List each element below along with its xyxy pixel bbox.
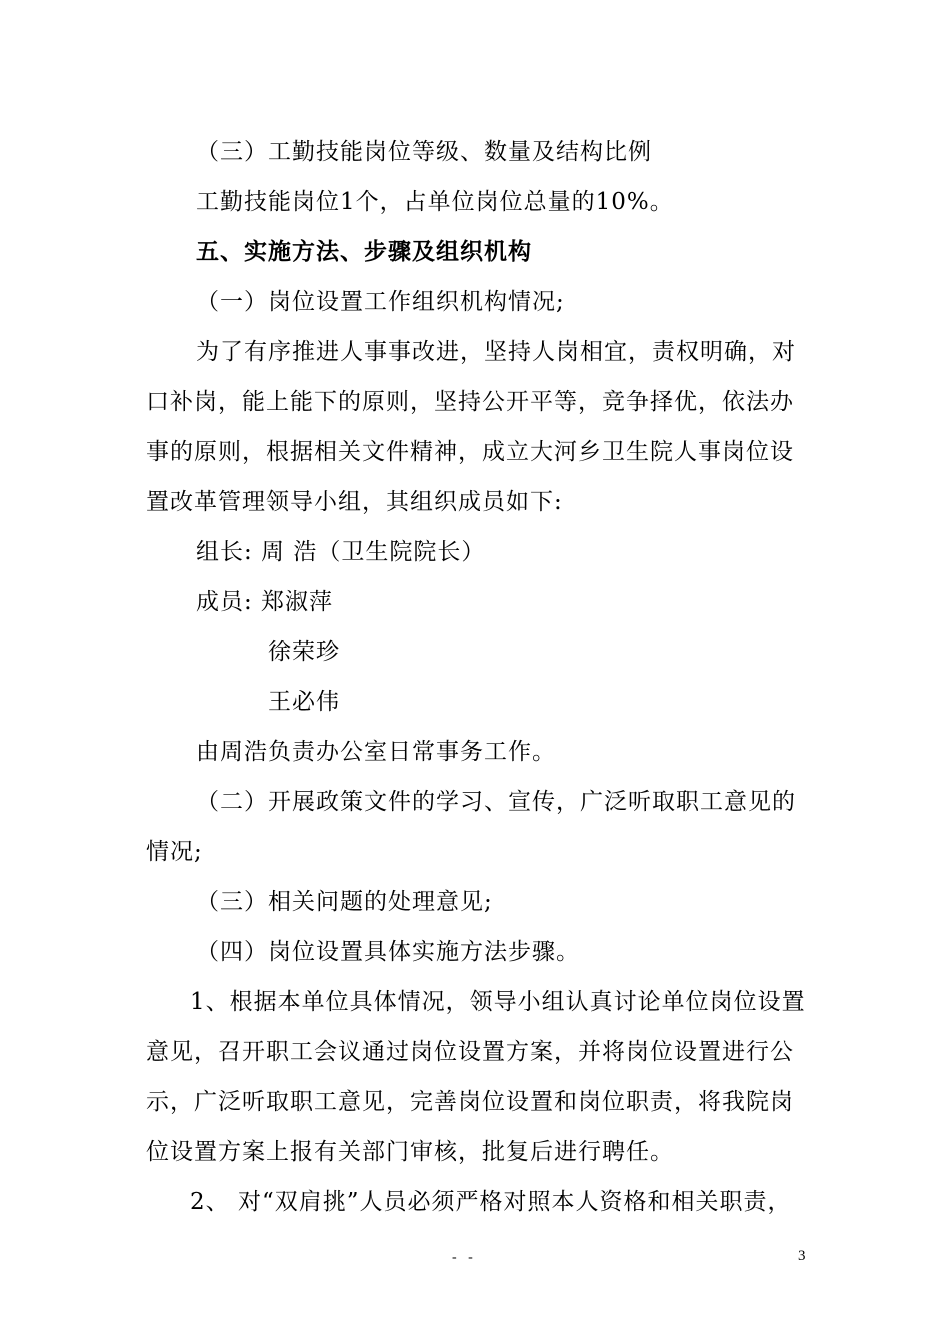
paragraph-line: 情况; [146, 839, 203, 865]
subheading-4: （四）岗位设置具体实施方法步骤。 [196, 939, 580, 965]
leader-line: 组长: 周 浩（卫生院院长） [196, 539, 486, 565]
paragraph-line: 意见，召开职工会议通过岗位设置方案，并将岗位设置进行公 [146, 1039, 794, 1065]
paragraph-line: 工勤技能岗位1个，占单位岗位总量的10%。 [196, 189, 674, 215]
subheading-3: （三）工勤技能岗位等级、数量及结构比例 [196, 139, 652, 165]
paragraph-line: 位设置方案上报有关部门审核，批复后进行聘任。 [146, 1139, 674, 1165]
paragraph-line: 事的原则，根据相关文件精神，成立大河乡卫生院人事岗位设 [146, 439, 794, 465]
subheading-1: （一）岗位设置工作组织机构情况; [196, 289, 565, 315]
page-number: 3 [798, 1248, 806, 1264]
members-line: 成员: 郑淑萍 [196, 589, 334, 615]
paragraph-line: 置改革管理领导小组，其组织成员如下: [146, 489, 563, 515]
paragraph-line: 为了有序推进人事事改进，坚持人岗相宜，责权明确，对 [196, 339, 796, 365]
paragraph-line: 1、根据本单位具体情况，领导小组认真讨论单位岗位设置 [190, 989, 806, 1015]
subheading-3b: （三）相关问题的处理意见; [196, 889, 493, 915]
paragraph-line: 口补岗，能上能下的原则，坚持公开平等，竞争择优，依法办 [146, 389, 794, 415]
member-name: 徐荣珍 [268, 639, 340, 665]
member-name: 王必伟 [268, 689, 340, 715]
paragraph-line: 2、 对“双肩挑”人员必须严格对照本人资格和相关职责， [190, 1189, 792, 1215]
paragraph-line: 示，广泛听取职工意见，完善岗位设置和岗位职责，将我院岗 [146, 1089, 794, 1115]
footer-dashes: - - [452, 1250, 477, 1265]
subheading-2: （二）开展政策文件的学习、宣传，广泛听取职工意见的 [196, 789, 796, 815]
section-heading-5: 五、实施方法、步骤及组织机构 [196, 238, 532, 265]
paragraph-line: 由周浩负责办公室日常事务工作。 [196, 739, 556, 765]
